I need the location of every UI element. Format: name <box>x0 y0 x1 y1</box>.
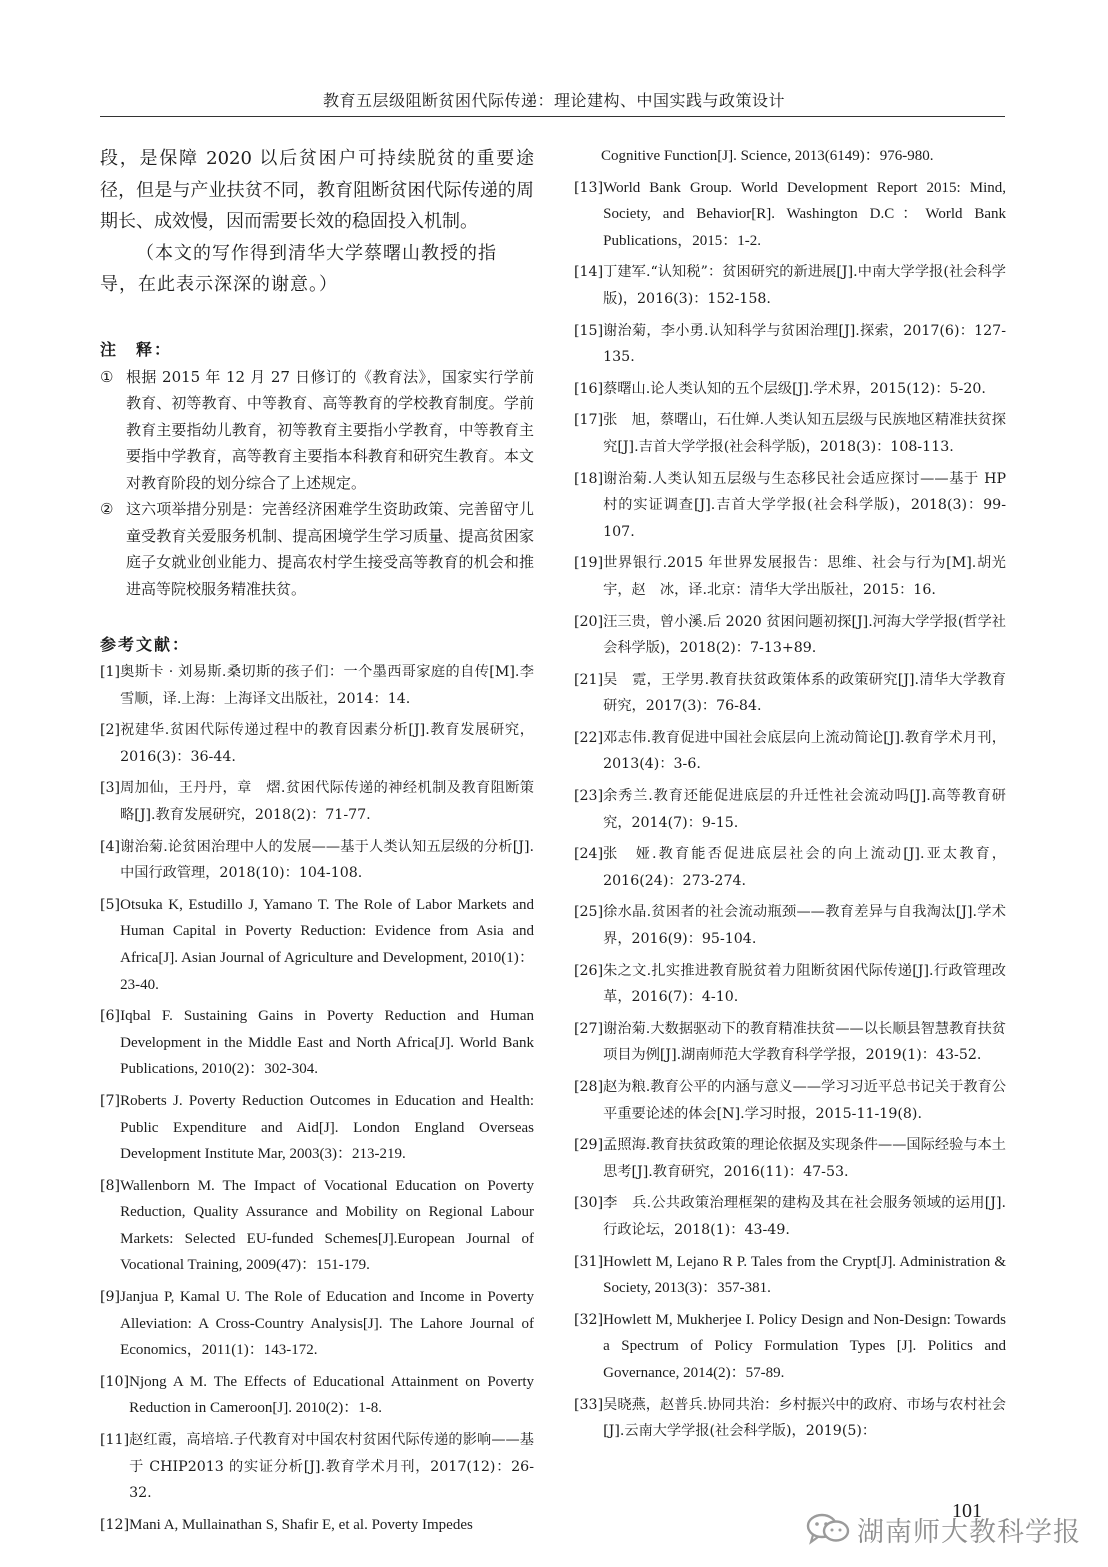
right-column <box>574 143 1006 1450</box>
note-number: ② <box>100 500 114 518</box>
reference-item <box>574 1307 1006 1387</box>
page-number: 101 <box>952 1500 982 1522</box>
acknowledgement: （本文的写作得到清华大学蔡曙山教授的指导，在此表示深深的谢意。） <box>100 242 497 295</box>
reference-number: [5] <box>100 896 121 913</box>
reference-item <box>574 899 1006 952</box>
reference-item <box>574 609 1006 662</box>
reference-text: 余秀兰.教育还能促进底层的升迁性社会流动吗[J].高等教育研究，2014(7)：9-15. <box>603 788 1006 831</box>
reference-text: 吴 霓，王学男.教育扶贫政策体系的政策研究[J].清华大学教育研究，2017(3)：76-84. <box>603 671 1006 715</box>
reference-text: Roberts J. Poverty Reduction Outcomes in Education and Health: Public Expenditure and Aid[J]. London England Overseas Development Institute Mar, 2003(3)：213-219. <box>120 1092 534 1163</box>
reference-number: [18] <box>574 470 604 487</box>
wechat-icon <box>805 1512 851 1546</box>
reference-item <box>100 834 534 887</box>
reference-item <box>574 1074 1006 1127</box>
reference-text: 张 娅.教育能否促进底层社会的向上流动[J].亚太教育，2016(24)：273-274. <box>603 846 1006 889</box>
note-item <box>100 364 534 497</box>
reference-text: 蔡曙山.论人类认知的五个层级[J].学术界，2015(12)：5-20. <box>603 380 986 397</box>
reference-number: [8] <box>100 1177 121 1194</box>
reference-number: [13] <box>574 179 604 196</box>
reference-item <box>100 717 534 770</box>
reference-item <box>574 1132 1006 1185</box>
reference-text: Janjua P, Kamal U. The Role of Education and Income in Poverty Alleviation: A Cross-Country Analysis[J]. The Lahore Journal of Economics，2011(1)：143-172. <box>120 1289 534 1359</box>
reference-text: World Bank Group. World Development Report 2015: Mind, Society, and Behavior[R]. Washington D.C：World Bank Publications，2015：1-2. <box>603 179 1006 249</box>
reference-text: Iqbal F. Sustaining Gains in Poverty Reduction and Human Development in the Middle East and North Africa[J]. World Bank Publications, 2010(2)：302-304. <box>120 1008 534 1078</box>
reference-item <box>100 1088 534 1168</box>
reference-number: [3] <box>100 780 121 797</box>
reference-number: [29] <box>574 1137 604 1154</box>
reference-text: 谢治菊.人类认知五层级与生态移民社会适应探讨——基于 HP 村的实证调查[J].吉首大学学报(社会科学版)，2018(3)：99-107. <box>603 470 1006 540</box>
reference-item <box>574 1190 1006 1243</box>
reference-item <box>574 783 1006 836</box>
reference-text: 朱之文.扎实推进教育脱贫着力阻断贫困代际传递[J].行政管理改革，2016(7)：4-10. <box>603 962 1006 1006</box>
reference-text: 周加仙，王丹丹，章 熠.贫困代际传递的神经机制及教育阻断策略[J].教育发展研究，2018(2)：71-77. <box>120 780 534 823</box>
reference-text: 谢治菊，李小勇.认知科学与贫困治理[J].探索，2017(6)：127-135. <box>603 322 1006 366</box>
reference-number: [20] <box>574 613 604 630</box>
reference-text: 李 兵.公共政策治理框架的建构及其在社会服务领域的运用[J].行政论坛，2018(1)：43-49. <box>603 1195 1006 1238</box>
reference-item <box>100 892 534 998</box>
reference-number: [30] <box>574 1195 604 1212</box>
reference-text: 谢治菊.大数据驱动下的教育精准扶贫——以长顺县智慧教育扶贫项目为例[J].湖南师范大学教育科学学报，2019(1)：43-52. <box>603 1020 1006 1064</box>
reference-number: [32] <box>574 1311 604 1328</box>
reference-item <box>100 1512 534 1539</box>
reference-text: Howlett M, Mukherjee I. Policy Design and Non-Design: Towards a Spectrum of Policy Formulation Types [J]. Politics and Governance, 2014(2)：57-89. <box>603 1311 1006 1381</box>
reference-text: 吴晓燕，赵普兵.协同共治：乡村振兴中的政府、市场与农村社会[J].云南大学学报(社会科学版)，2019(5)： <box>603 1396 1006 1440</box>
reference-number: [7] <box>100 1092 121 1109</box>
reference-number: [11] <box>100 1432 130 1449</box>
reference-text: 赵为粮.教育公平的内涵与意义——学习习近平总书记关于教育公平重要论述的体会[N].学习时报，2015-11-19(8). <box>603 1079 1006 1122</box>
reference-item <box>574 841 1006 894</box>
reference-text: Mani A, Mullainathan S, Shafir E, et al. Poverty Impedes <box>129 1516 473 1533</box>
reference-text: 邓志伟.教育促进中国社会底层向上流动简论[J].教育学术月刊，2013(4)：3-6. <box>603 729 1006 773</box>
reference-number: [2] <box>100 722 121 739</box>
reference-number: [22] <box>574 729 604 746</box>
reference-text: 孟照海.教育扶贫政策的理论依据及实现条件——国际经验与本土思考[J].教育研究，2016(11)：47-53. <box>603 1137 1006 1180</box>
reference-item <box>574 407 1006 460</box>
reference-item <box>574 1249 1006 1302</box>
notes-list <box>100 364 534 603</box>
body-paragraph: 段，是保障 2020 以后贫困户可持续脱贫的重要途径，但是与产业扶贫不同，教育阻断贫困代际传递的周期长、成效慢，因而需要长效的稳固投入机制。 <box>100 148 534 232</box>
reference-text: 奥斯卡 · 刘易斯.桑切斯的孩子们：一个墨西哥家庭的自传[M].李雪顺，译.上海：上海译文出版社，2014：14. <box>120 664 534 707</box>
note-text: 根据 2015 年 12 月 27 日修订的《教育法》，国家实行学前教育、初等教育、中等教育、高等教育的学校教育制度。学前教育主要指幼儿教育，初等教育主要指小学教育，中等教育主要指中学教育，高等教育主要指本科教育和研究生教育。本文对教育阶段的划分综合了上述规定。 <box>126 367 534 492</box>
reference-continuation <box>574 143 1006 170</box>
header-rule <box>100 116 1005 117</box>
reference-number: [9] <box>100 1289 121 1306</box>
reference-item <box>574 550 1006 603</box>
reference-number: [26] <box>574 962 604 979</box>
reference-number: [21] <box>574 671 604 688</box>
reference-item <box>574 376 1006 403</box>
reference-item <box>574 1016 1006 1069</box>
reference-item <box>574 259 1006 312</box>
reference-item <box>574 466 1006 546</box>
reference-number: [31] <box>574 1253 604 1270</box>
reference-item <box>574 175 1006 255</box>
reference-number: [27] <box>574 1020 604 1037</box>
reference-number: [23] <box>574 788 604 805</box>
reference-text: 赵红霞，高培培.子代教育对中国农村贫困代际传递的影响——基于 CHIP2013 的实证分析[J].教育学术月刊，2017(12)：26-32. <box>129 1432 534 1502</box>
reference-number: [25] <box>574 904 604 921</box>
reference-number: [19] <box>574 555 604 572</box>
reference-text: 丁建军.“认知税”：贫困研究的新进展[J].中南大学学报(社会科学版)，2016(3)：152-158. <box>603 264 1006 307</box>
notes-heading: 注 释： <box>100 339 173 359</box>
reference-text: 世界银行.2015 年世界发展报告：思维、社会与行为[M].胡光宇，赵 冰，译.北京：清华大学出版社，2015：16. <box>603 555 1006 598</box>
reference-item <box>574 667 1006 720</box>
reference-text: 张 旭，蔡曙山，石仕婵.人类认知五层级与民族地区精准扶贫探究[J].吉首大学学报(社会科学版)，2018(3)：108-113. <box>603 412 1006 455</box>
reference-number: [17] <box>574 412 604 429</box>
reference-text: 汪三贵，曾小溪.后 2020 贫困问题初探[J].河海大学学报(哲学社会科学版)，2018(2)：7-13+89. <box>603 613 1006 657</box>
running-header: 教育五层级阻断贫困代际传递：理论建构、中国实践与政策设计 <box>322 91 785 110</box>
reference-text: 谢治菊.论贫困治理中人的发展——基于人类认知五层级的分析[J].中国行政管理，2018(10)：104-108. <box>120 838 534 882</box>
reference-item <box>100 1003 534 1083</box>
reference-number: [33] <box>574 1396 604 1413</box>
reference-number: [24] <box>574 846 604 863</box>
reference-text: Otsuka K, Estudillo J, Yamano T. The Role of Labor Markets and Human Capital in Poverty Reduction: Evidence from Asia and Africa[J]. Asian Journal of Agriculture and Development, 2010(1)：23-40. <box>120 896 534 993</box>
reference-text: Wallenborn M. The Impact of Vocational Education on Poverty Reduction, Quality Assurance and Mobility on Regional Labour Markets: Selected EU-funded Schemes[J].European Journal of Vocational Training, 2009(47)：151-179. <box>120 1177 534 1274</box>
watermark-text: 湖南师大教科学报 <box>857 1516 1081 1548</box>
reference-item <box>574 1392 1006 1445</box>
reference-text: Howlett M, Lejano R P. Tales from the Crypt[J]. Administration & Society, 2013(3)：357-381. <box>603 1253 1006 1297</box>
reference-text: Cognitive Function[J]. Science, 2013(6149)：976-980. <box>601 148 934 164</box>
references-list-right <box>574 175 1006 1445</box>
references-list-left <box>100 659 534 1538</box>
reference-item <box>574 958 1006 1011</box>
reference-number: [15] <box>574 322 604 339</box>
reference-text: 徐水晶.贫困者的社会流动瓶颈——教育差异与自我淘汰[J].学术界，2016(9)：95-104. <box>603 904 1006 948</box>
references-heading: 参考文献： <box>100 635 191 654</box>
reference-item <box>100 1173 534 1279</box>
reference-item <box>100 659 534 712</box>
reference-number: [10] <box>100 1373 130 1390</box>
note-item <box>100 496 534 602</box>
reference-text: 祝建华.贫困代际传递过程中的教育因素分析[J].教育发展研究，2016(3)：36-44. <box>120 722 534 765</box>
reference-text: Njong A M. The Effects of Educational Attainment on Poverty Reduction in Cameroon[J]. 2010(2)：1-8. <box>129 1373 534 1417</box>
note-text: 这六项举措分别是：完善经济困难学生资助政策、完善留守儿童受教育关爱服务机制、提高困境学生学习质量、提高贫困家庭子女就业创业能力、提高农村学生接受高等教育的机会和推进高等院校服务精准扶贫。 <box>126 500 534 598</box>
watermark <box>805 1508 1081 1550</box>
reference-number: [14] <box>574 264 604 281</box>
note-number: ① <box>100 367 114 386</box>
reference-item <box>574 318 1006 371</box>
left-column <box>100 143 534 1543</box>
reference-item <box>100 1284 534 1364</box>
reference-number: [4] <box>100 838 121 855</box>
reference-item <box>100 1427 534 1507</box>
reference-number: [16] <box>574 380 604 397</box>
reference-number: [12] <box>100 1516 130 1533</box>
reference-number: [6] <box>100 1008 121 1025</box>
reference-item <box>574 725 1006 778</box>
reference-number: [28] <box>574 1079 604 1095</box>
reference-item <box>100 775 534 828</box>
reference-item <box>100 1369 534 1422</box>
reference-number: [1] <box>100 664 121 680</box>
